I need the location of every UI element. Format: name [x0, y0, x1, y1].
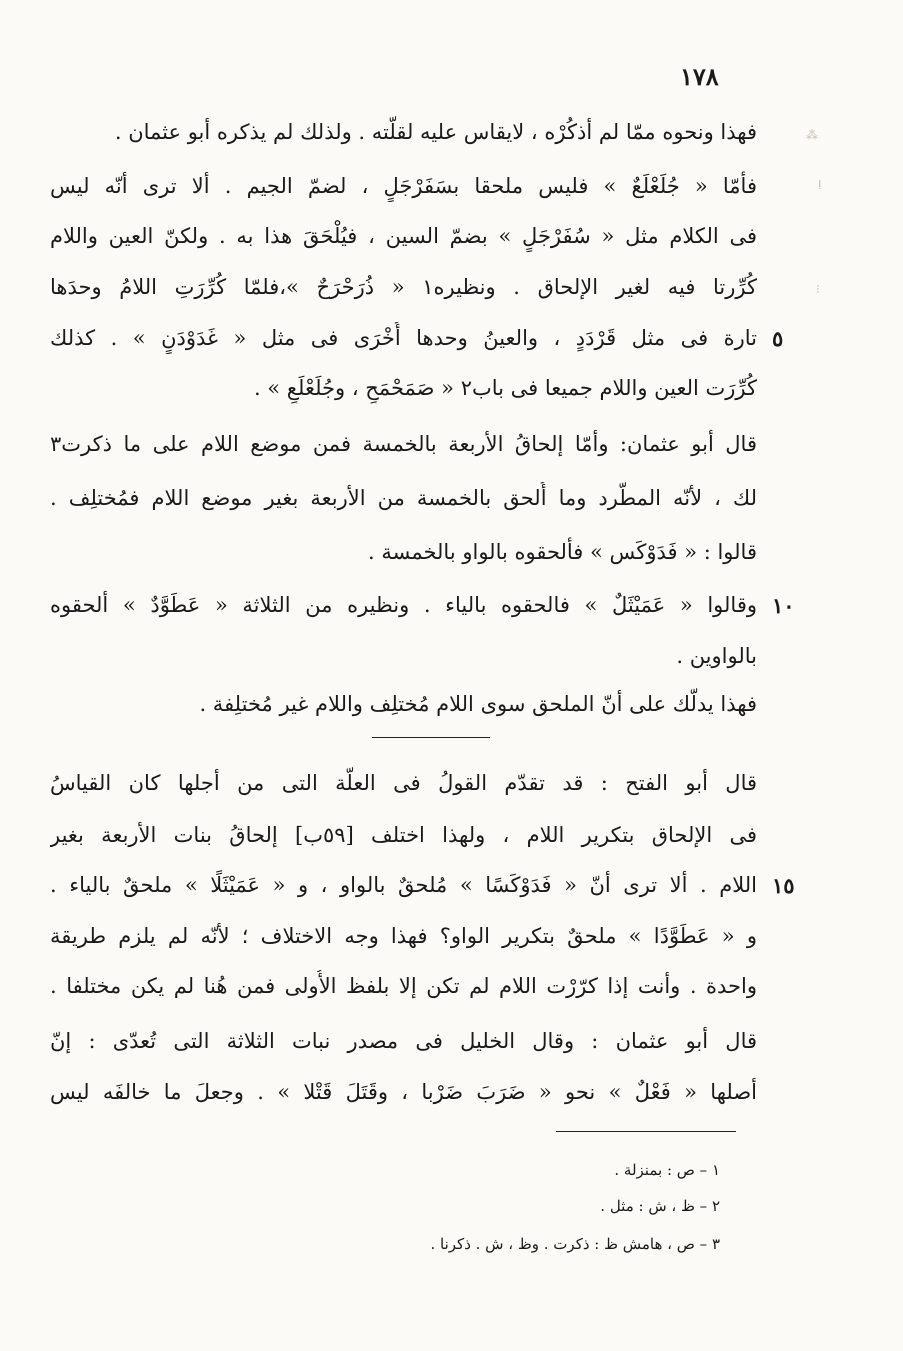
- text-line: اللام . ألا ترى أنّ « فَدَوْكَسًا » مُلحقٌ بالواو ، و « عَمَيْثَلًا » ملحقٌ بالياء .: [50, 873, 757, 897]
- footnote: ١ – ص : بمنزلة .: [614, 1161, 720, 1179]
- text-line: وقالوا « عَمَيْثَلٌ » فالحقوه بالياء . ونظيره من الثلاثة « عَطَوَّدٌ » ألحقوه: [50, 593, 757, 617]
- section-divider: [372, 737, 490, 738]
- text-line: فأمّا « جُلَعْلَعٌ » فليس ملحقا بسَفَرْجَلٍ ، لضمّ الجيم . ألا ترى أنّه ليس: [50, 174, 757, 198]
- line-number: ١٥: [772, 873, 795, 898]
- page-number: ١٧٨: [680, 62, 719, 91]
- line-number: ٥: [772, 326, 784, 351]
- text-line: فى الإلحاق بتكرير اللام ، ولهذا اختلف [٥٩ب] إلحاقُ بنات الأربعة بغير: [50, 823, 757, 847]
- paper-blemish: ⵑ: [818, 178, 822, 192]
- text-line: قال أبو عثمان : وقال الخليل فى مصدر نبات الثلاثة التى تُعدّى : إنّ: [50, 1029, 757, 1053]
- paper-blemish: ⁂: [806, 128, 818, 142]
- text-line: كُرِّرَت العين واللام جميعا فى باب٢ « صَمَحْمَحٍ ، وجُلَعْلَعٍ » .: [253, 376, 757, 400]
- text-line: كُرِّرتا فيه لغير الإلحاق . ونظيره١ « ذُرَحْرَحٌ »،فلمّا كُرِّرَتِ اللامُ وحدَها: [50, 275, 757, 299]
- footnote-divider: [556, 1131, 736, 1132]
- text-line: قالوا : « فَدَوْكَس » فألحقوه بالواو بالخمسة .: [367, 540, 757, 564]
- text-line: فهذا ونحوه ممّا لم أذكُرْه ، لايقاس عليه لقلّته . ولذلك لم يذكره أبو عثمان .: [114, 120, 757, 144]
- text-line: بالواوين .: [676, 644, 757, 668]
- text-line: فهذا يدلُّك على أنّ الملحق سوى اللام مُختلِف واللام غير مُختلِفة .: [199, 692, 757, 716]
- text-line: تارة فى مثل قَرْدَدٍ ، والعينُ وحدها أُخْرَى فى مثل « غَدَوْدَنٍ » . كذلك: [50, 326, 757, 350]
- footnote: ٢ – ظ ، ش : مثل .: [600, 1197, 720, 1215]
- line-number: ١٠: [772, 593, 795, 618]
- text-line: لك ، لأنّه المطّرد وما أُلحق بالخمسة من الأربعة بغير موضع اللام فمُختلِف .: [50, 486, 757, 510]
- footnote: ٣ – ص ، هامش ظ : ذكرت . وظ ، ش . ذكرنا .: [430, 1235, 720, 1253]
- text-line: قال أبو عثمان: وأمّا إلحاقُ الأربعة بالخمسة فمن موضع اللام على ما ذكرت٣: [50, 432, 757, 456]
- paper-blemish: ⁝: [816, 282, 820, 296]
- text-line: أصلها « فَعْلٌ » نحو « ضَرَبَ ضَرْبا ، وقَتَلَ قَتْلا » . وجعلَ ما خالفَه ليس: [50, 1080, 757, 1104]
- text-line: قال أبو الفتح : قد تقدّم القولُ فى العلّة التى من أجلها كان القياسُ: [50, 771, 757, 795]
- text-line: واحدة . وأنت إذا كرّرْت اللام لم تكن إلا بلفظ الأُولى فمن هُنا لم يكن مختلفا .: [50, 974, 757, 998]
- text-line: و « عَطَوَّدًا » ملحقٌ بتكرير الواو؟ فهذا وجه الاختلاف ؛ لأنّه لم يلزم طريقة: [50, 924, 757, 948]
- text-line: فى الكلام مثل « سُفَرْجَلٍ » بضمّ السين ، فيُلْحَقَ هذا به . ولكنّ العين واللام: [50, 224, 757, 248]
